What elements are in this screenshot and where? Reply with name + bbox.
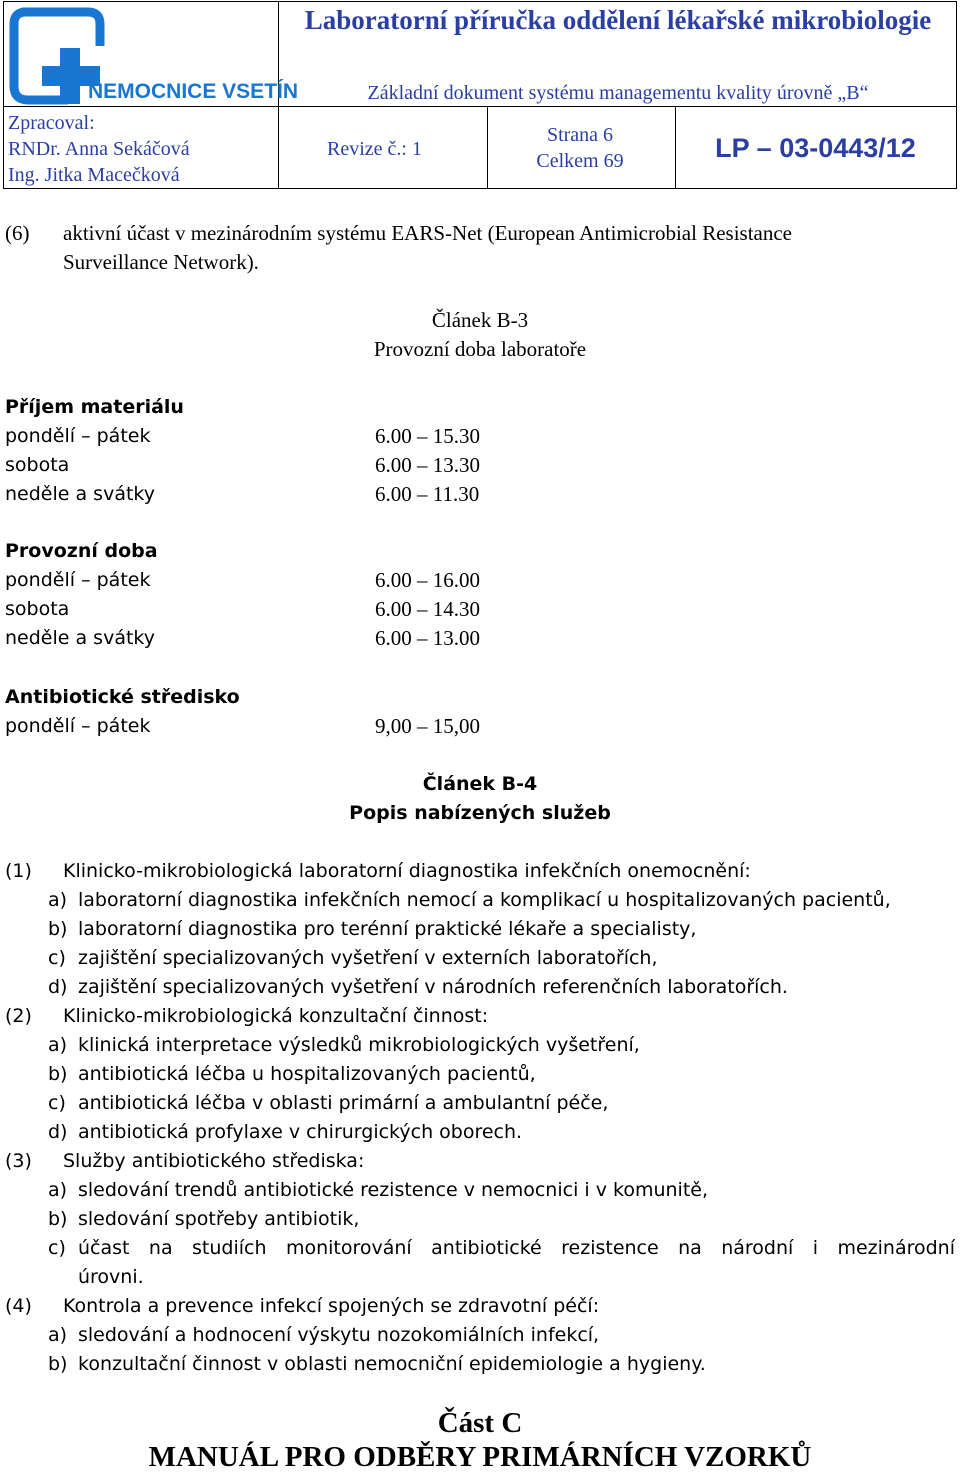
service-sub-letter: c) xyxy=(48,947,66,969)
service-sub-text: klinická interpretace výsledků mikrobiologických vyšetření, xyxy=(78,1034,640,1056)
service-sub-text: sledování spotřeby antibiotik, xyxy=(78,1208,360,1230)
hours-time: 6.00 – 15.30 xyxy=(375,424,480,448)
hours-time: 6.00 – 13.00 xyxy=(375,626,480,650)
hours-section-title: Antibiotické středisko xyxy=(5,686,240,708)
service-sub-text: konzultační činnost v oblasti nemocniční epidemiologie a hygieny. xyxy=(78,1353,706,1375)
hours-day: sobota xyxy=(5,598,70,620)
service-heading: Klinicko-mikrobiologická konzultační činnost: xyxy=(63,1005,489,1027)
service-sub-text: zajištění specializovaných vyšetření v externích laboratořích, xyxy=(78,947,658,969)
hours-time: 6.00 – 11.30 xyxy=(375,482,480,506)
intro-number: (6) xyxy=(5,221,30,245)
service-sub-text: účast na studiích monitorování antibiotické rezistence na národní i mezinárodní xyxy=(78,1237,955,1259)
service-sub-letter: b) xyxy=(48,1063,68,1085)
intro-line-1: aktivní účast v mezinárodním systému EARS-Net (European Antimicrobial Resistance xyxy=(63,221,793,245)
article-b3-title: Provozní doba laboratoře xyxy=(373,337,587,361)
part-c-heading: Část C xyxy=(437,1407,523,1439)
prepared-label: Zpracoval: xyxy=(8,112,95,134)
document-subtitle: Základní dokument systému managementu kvality úrovně „B“ xyxy=(367,82,869,104)
hours-time: 6.00 – 16.00 xyxy=(375,568,480,592)
hours-day: sobota xyxy=(5,454,70,476)
page-number: Strana 6 xyxy=(546,124,614,146)
service-heading: Kontrola a prevence infekcí spojených se zdravotní péčí: xyxy=(63,1295,600,1317)
service-number: (1) xyxy=(5,860,32,882)
service-sub-letter: c) xyxy=(48,1092,66,1114)
service-sub-text: zajištění specializovaných vyšetření v národních referenčních laboratořích. xyxy=(78,976,788,998)
service-sub-text: sledování a hodnocení výskytu nozokomiálních infekcí, xyxy=(78,1324,600,1346)
service-number: (4) xyxy=(5,1295,32,1317)
service-heading: Služby antibiotického střediska: xyxy=(63,1150,365,1172)
part-c-title: MANUÁL PRO ODBĚRY PRIMÁRNÍCH VZORKŮ xyxy=(148,1441,812,1473)
service-sub-text: antibiotická léčba v oblasti primární a ambulantní péče, xyxy=(78,1092,609,1114)
service-number: (2) xyxy=(5,1005,32,1027)
hours-section-title: Příjem materiálu xyxy=(5,396,184,418)
article-b4-heading: Článek B-4 xyxy=(422,773,538,795)
hours-time: 6.00 – 13.30 xyxy=(375,453,480,477)
hours-day: pondělí – pátek xyxy=(5,569,151,591)
service-sub-letter: a) xyxy=(48,1179,68,1201)
logo-wordmark: NEMOCNICE VSETÍN xyxy=(88,80,299,103)
service-sub-letter: a) xyxy=(48,1324,68,1346)
service-sub-letter: c) xyxy=(48,1237,66,1259)
service-sub-text: sledování trendů antibiotické rezistence v nemocnici i v komunitě, xyxy=(78,1179,708,1201)
service-sub-letter: b) xyxy=(48,1353,68,1375)
service-sub-letter: a) xyxy=(48,889,68,911)
hours-day: pondělí – pátek xyxy=(5,715,151,737)
hours-section-title: Provozní doba xyxy=(5,540,158,562)
article-b3-heading: Článek B-3 xyxy=(431,308,529,332)
prepared-by-2: Ing. Jitka Macečková xyxy=(8,164,180,186)
service-sub-text: antibiotická léčba u hospitalizovaných pacientů, xyxy=(78,1063,536,1085)
hours-time: 9,00 – 15,00 xyxy=(375,714,480,738)
hours-day: neděle a svátky xyxy=(5,483,155,505)
prepared-by-1: RNDr. Anna Sekáčová xyxy=(8,138,190,160)
document-code: LP – 03-0443/12 xyxy=(715,133,916,163)
revision: Revize č.: 1 xyxy=(327,138,422,160)
service-sub-text: laboratorní diagnostika pro terénní praktické lékaře a specialisty, xyxy=(78,918,697,940)
hours-day: pondělí – pátek xyxy=(5,425,151,447)
service-sub-letter: a) xyxy=(48,1034,68,1056)
intro-line-2: Surveillance Network). xyxy=(63,250,259,274)
service-sub-text: antibiotická profylaxe v chirurgických oborech. xyxy=(78,1121,523,1143)
article-b4-title: Popis nabízených služeb xyxy=(349,802,611,824)
document-title: Laboratorní příručka oddělení lékařské mikrobiologie xyxy=(304,5,932,35)
service-sub-letter: b) xyxy=(48,918,68,940)
service-sub-letter: b) xyxy=(48,1208,68,1230)
service-sub-letter: d) xyxy=(48,1121,68,1143)
service-sub-text: laboratorní diagnostika infekčních nemocí a komplikací u hospitalizovaných pacientů, xyxy=(78,889,891,911)
hours-day: neděle a svátky xyxy=(5,627,155,649)
service-sub-text-cont: úrovni. xyxy=(78,1266,144,1288)
service-heading: Klinicko-mikrobiologická laboratorní diagnostika infekčních onemocnění: xyxy=(63,860,751,882)
service-number: (3) xyxy=(5,1150,32,1172)
page-total: Celkem 69 xyxy=(536,150,624,172)
service-sub-letter: d) xyxy=(48,976,68,998)
hours-time: 6.00 – 14.30 xyxy=(375,597,480,621)
